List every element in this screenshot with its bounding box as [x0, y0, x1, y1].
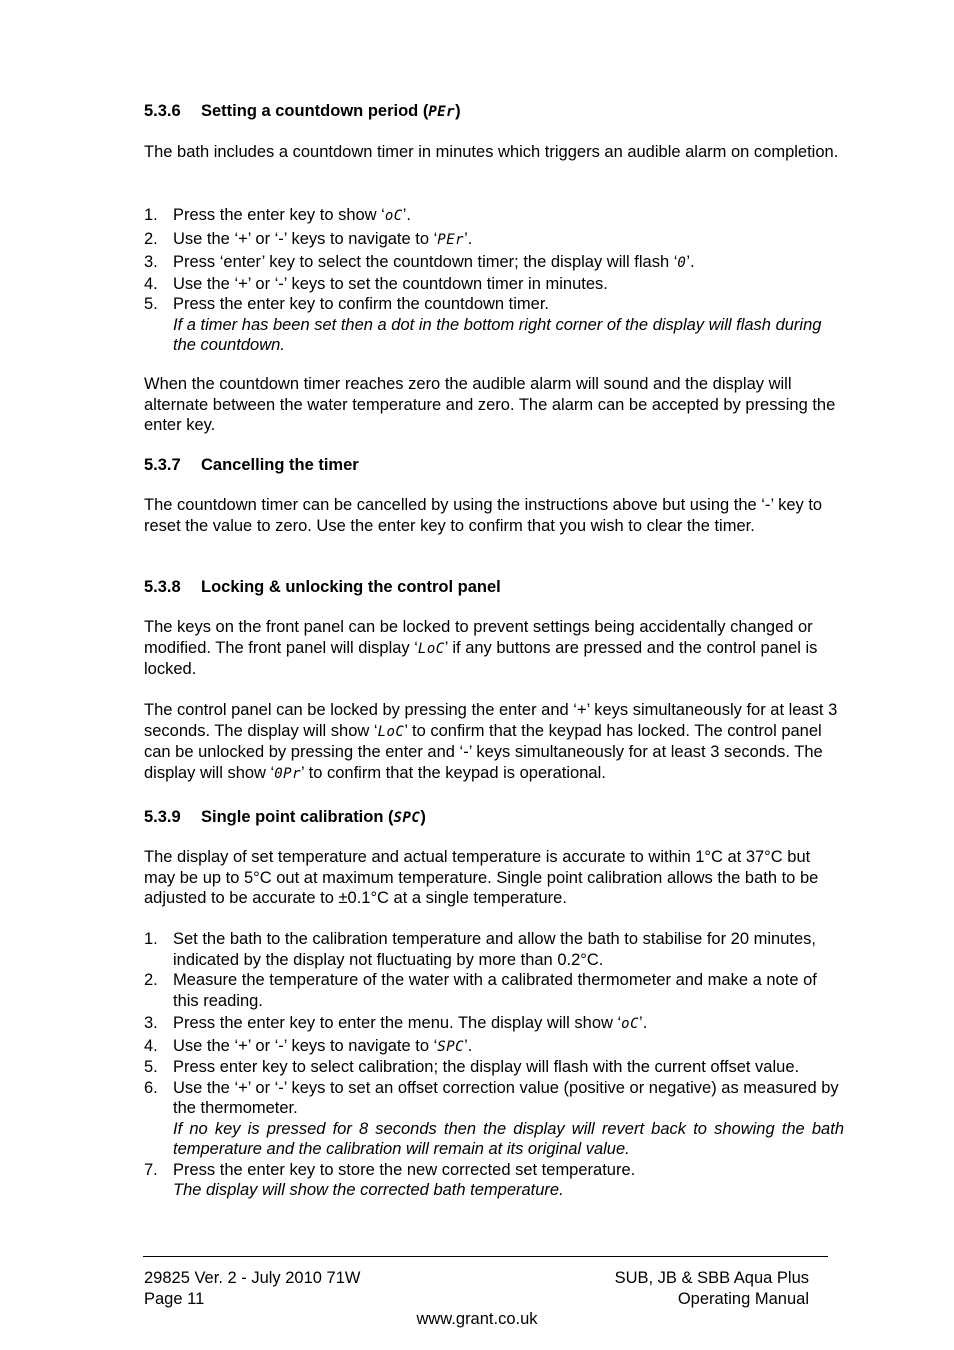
list-item	[144, 1013, 844, 1035]
paragraph-text: The keys on the front panel can be locked to prevent settings being accidentally changed or modified. The front panel will display ‘	[144, 618, 813, 657]
display-code-per: PEr	[428, 104, 456, 120]
list-item	[144, 929, 844, 970]
paragraph-text: ’ to confirm that the keypad has locked. The control panel can be unlocked by pressing the enter and ‘-’ keys simultaneously for at least 3 seconds. The display will show ‘	[144, 721, 823, 782]
paragraph-lock-unlock	[144, 700, 844, 784]
list-item	[144, 274, 844, 295]
step-text: Use the ‘+’ or ‘-’ keys to navigate to ‘	[173, 1036, 438, 1055]
step-number: 1.	[144, 206, 158, 224]
step-note: The display will show the corrected bath temperature.	[173, 1181, 564, 1199]
step-text: Set the bath to the calibration temperature and allow the bath to stabilise for 20 minutes, indicated by the display not fluctuating by more than 0.2°C.	[173, 930, 816, 969]
step-note: If a timer has been set then a dot in the bottom right corner of the display will flash during the countdown.	[173, 315, 822, 354]
step-text-end: ’.	[686, 253, 695, 271]
step-number: 2.	[144, 229, 158, 248]
display-code: PEr	[437, 231, 465, 248]
display-code: 0	[677, 255, 687, 271]
section-title: Locking & unlocking the control panel	[201, 578, 501, 596]
step-number: 4.	[144, 1036, 158, 1055]
display-code: oC	[384, 208, 403, 224]
step-text: Use the ‘+’ or ‘-’ keys to set an offset correction value (positive or negative) as measured by the thermometer.	[173, 1078, 839, 1117]
section-title: Cancelling the timer	[201, 456, 359, 474]
list-item	[144, 205, 844, 227]
paragraph-front-panel-lock	[144, 617, 844, 680]
step-number: 7.	[144, 1160, 158, 1179]
step-text: Press the enter key to show ‘	[173, 206, 385, 224]
step-number: 4.	[144, 274, 158, 293]
step-number: 3.	[144, 253, 158, 271]
manual-title: Operating Manual	[677, 1289, 809, 1308]
product-name: SUB, JB & SBB Aqua Plus	[614, 1269, 809, 1287]
step-note: If no key is pressed for 8 seconds then the display will revert back to showing the bath temperature and the calibration will remain at its original value.	[173, 1119, 844, 1158]
section-title: Single point calibration (	[201, 808, 394, 826]
section-title: Setting a countdown period (	[201, 102, 429, 120]
paragraph-countdown-alarm: When the countdown timer reaches zero the audible alarm will sound and the display will alternate between the water temperature and zero. The alarm can be accepted by pressing the enter key.	[144, 375, 836, 434]
countdown-steps-list	[144, 205, 844, 356]
footer-left	[144, 1268, 360, 1309]
display-code: SPC	[437, 1038, 465, 1055]
step-text: Use the ‘+’ or ‘-’ keys to navigate to ‘	[173, 229, 438, 248]
step-text: Press ‘enter’ key to select the countdown timer; the display will flash ‘	[173, 253, 678, 271]
display-code-loc: LoC	[417, 640, 445, 657]
list-item	[144, 1078, 844, 1160]
step-text-end: ’.	[464, 1036, 473, 1055]
section-heading-5-3-7	[144, 455, 844, 476]
step-text: Press the enter key to confirm the countdown timer.	[173, 295, 550, 313]
step-number: 6.	[144, 1078, 158, 1097]
list-item	[144, 970, 844, 1011]
section-heading-5-3-9	[144, 807, 844, 829]
footer-divider	[143, 1256, 828, 1257]
list-item	[144, 294, 844, 356]
display-code: oC	[621, 1016, 640, 1032]
paragraph-countdown-intro: The bath includes a countdown timer in minutes which triggers an audible alarm on completion.	[144, 143, 839, 161]
display-code-spc: SPC	[393, 810, 421, 826]
step-number: 5.	[144, 295, 158, 313]
list-item	[144, 1160, 844, 1201]
step-text: Press the enter key to store the new corrected set temperature.	[173, 1160, 636, 1179]
step-text-end: ’.	[402, 206, 411, 224]
paragraph-text: ’ to confirm that the keypad is operational.	[301, 763, 606, 782]
section-number: 5.3.7	[144, 456, 181, 474]
calibration-steps-list	[144, 929, 844, 1201]
paragraph-text: The control panel can be locked by pressing the enter and ‘+’ keys simultaneously for at least 3 seconds. The display will show ‘	[144, 701, 838, 740]
step-text: Press enter key to select calibration; the display will flash with the current offset value.	[173, 1058, 800, 1076]
step-number: 5.	[144, 1058, 158, 1076]
section-heading-5-3-6	[144, 101, 844, 123]
list-item	[144, 252, 844, 274]
list-item	[144, 1036, 844, 1058]
display-code-loc: LoC	[377, 723, 405, 740]
section-title-close: )	[420, 808, 426, 826]
footer-right	[615, 1268, 809, 1309]
section-number: 5.3.6	[144, 102, 181, 120]
footer-website: www.grant.co.uk	[416, 1310, 538, 1328]
paragraph-cancel-timer: The countdown timer can be cancelled by using the instructions above but using the ‘-’ key to reset the value to zero. Use the enter key to confirm that you wish to clear the timer.	[144, 496, 823, 535]
section-title-close: )	[455, 102, 461, 120]
section-heading-5-3-8	[144, 577, 844, 598]
step-text: Press the enter key to enter the menu. The display will show ‘	[173, 1014, 622, 1032]
step-text-end: ’.	[639, 1014, 648, 1032]
paragraph-calibration-intro: The display of set temperature and actual temperature is accurate to within 1°C at 37°C but may be up to 5°C out at maximum temperature. Single point calibration allows the bath to be adjusted to be accurate to ±0.1°C at a single temperature.	[144, 848, 819, 907]
step-text-end: ’.	[464, 229, 473, 248]
step-number: 1.	[144, 930, 158, 948]
list-item	[144, 229, 844, 251]
section-number: 5.3.9	[144, 808, 181, 826]
step-text: Use the ‘+’ or ‘-’ keys to set the countdown timer in minutes.	[173, 274, 608, 293]
page-number: Page 11	[144, 1289, 205, 1308]
document-version: 29825 Ver. 2 - July 2010 71W	[144, 1269, 361, 1287]
list-item	[144, 1057, 844, 1078]
step-number: 2.	[144, 971, 158, 989]
display-code-opr: 0Pr	[274, 765, 302, 782]
step-number: 3.	[144, 1014, 158, 1032]
section-number: 5.3.8	[144, 578, 181, 596]
step-text: Measure the temperature of the water with a calibrated thermometer and make a note of this reading.	[173, 971, 817, 1010]
paragraph-text: ’ if any buttons are pressed and the control panel is locked.	[144, 638, 818, 678]
